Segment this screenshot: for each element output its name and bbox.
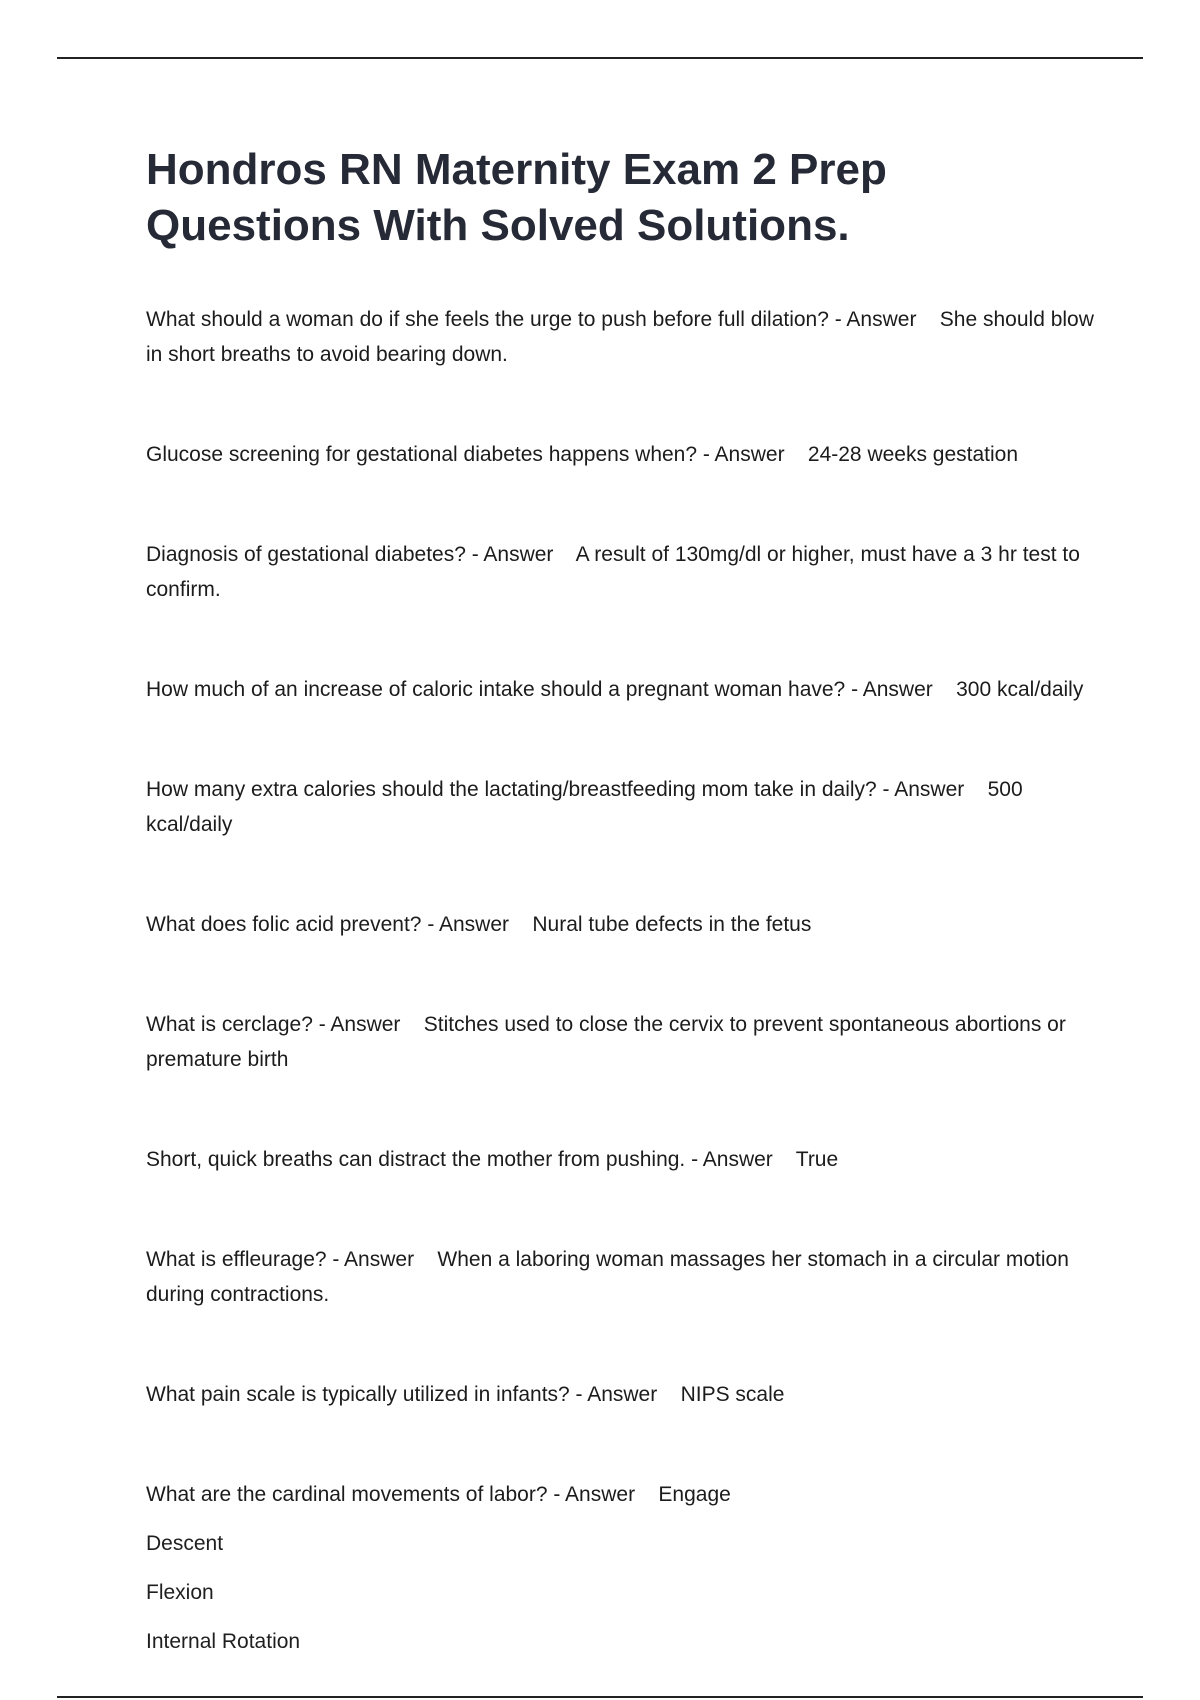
top-rule [57, 57, 1143, 59]
qa-list [146, 302, 1100, 1659]
qa-item [146, 772, 1096, 842]
qa-item [146, 302, 1100, 372]
answer: NIPS scale [680, 1383, 785, 1406]
answer: 24-28 weeks gestation [807, 443, 1019, 466]
qa-item [146, 1142, 1096, 1177]
question: What does folic acid prevent? - Answer [146, 913, 510, 936]
qa-item [146, 1377, 1096, 1412]
question: How many extra calories should the lactating/breastfeeding mom take in daily? - Answer [146, 778, 965, 801]
document-body [146, 142, 1100, 1659]
question: What is cerclage? - Answer [146, 1013, 401, 1036]
qa-item [146, 672, 1096, 707]
question: What should a woman do if she feels the urge to push before full dilation? - Answer [146, 308, 917, 331]
bottom-rule [57, 1696, 1143, 1698]
question: What is effleurage? - Answer [146, 1248, 415, 1271]
qa-item [146, 907, 1096, 942]
qa-item [146, 1007, 1096, 1077]
answer-continuation-line: Flexion [146, 1581, 214, 1604]
qa-item [146, 1242, 1096, 1312]
answer-continuation-line: Internal Rotation [146, 1630, 301, 1653]
qa-item [146, 1477, 1096, 1512]
answer: She should blow in short breaths to avoid bearing down. [146, 308, 1100, 366]
question: What pain scale is typically utilized in infants? - Answer [146, 1383, 658, 1406]
answer: Engage [658, 1483, 731, 1506]
question: Diagnosis of gestational diabetes? - Answer [146, 543, 554, 566]
answer-continuation-line: Descent [146, 1532, 224, 1555]
question: Short, quick breaths can distract the mother from pushing. - Answer [146, 1148, 773, 1171]
question: Glucose screening for gestational diabetes happens when? - Answer [146, 443, 785, 466]
answer: 500 kcal/daily [146, 778, 1029, 836]
answer: True [795, 1148, 839, 1171]
answer: A result of 130mg/dl or higher, must have a 3 hr test to confirm. [146, 543, 1086, 601]
question: How much of an increase of caloric intake should a pregnant woman have? - Answer [146, 678, 933, 701]
question: What are the cardinal movements of labor? - Answer [146, 1483, 636, 1506]
document-title: Hondros RN Maternity Exam 2 Prep Questions With Solved Solutions. [146, 145, 887, 250]
qa-item [146, 537, 1096, 607]
answer: 300 kcal/daily [956, 678, 1084, 701]
answer: Nural tube defects in the fetus [532, 913, 812, 936]
answer: When a laboring woman massages her stomach in a circular motion during contractions. [146, 1248, 1075, 1306]
qa-item [146, 437, 1096, 472]
answer: Stitches used to close the cervix to prevent spontaneous abortions or premature birth [146, 1013, 1072, 1071]
